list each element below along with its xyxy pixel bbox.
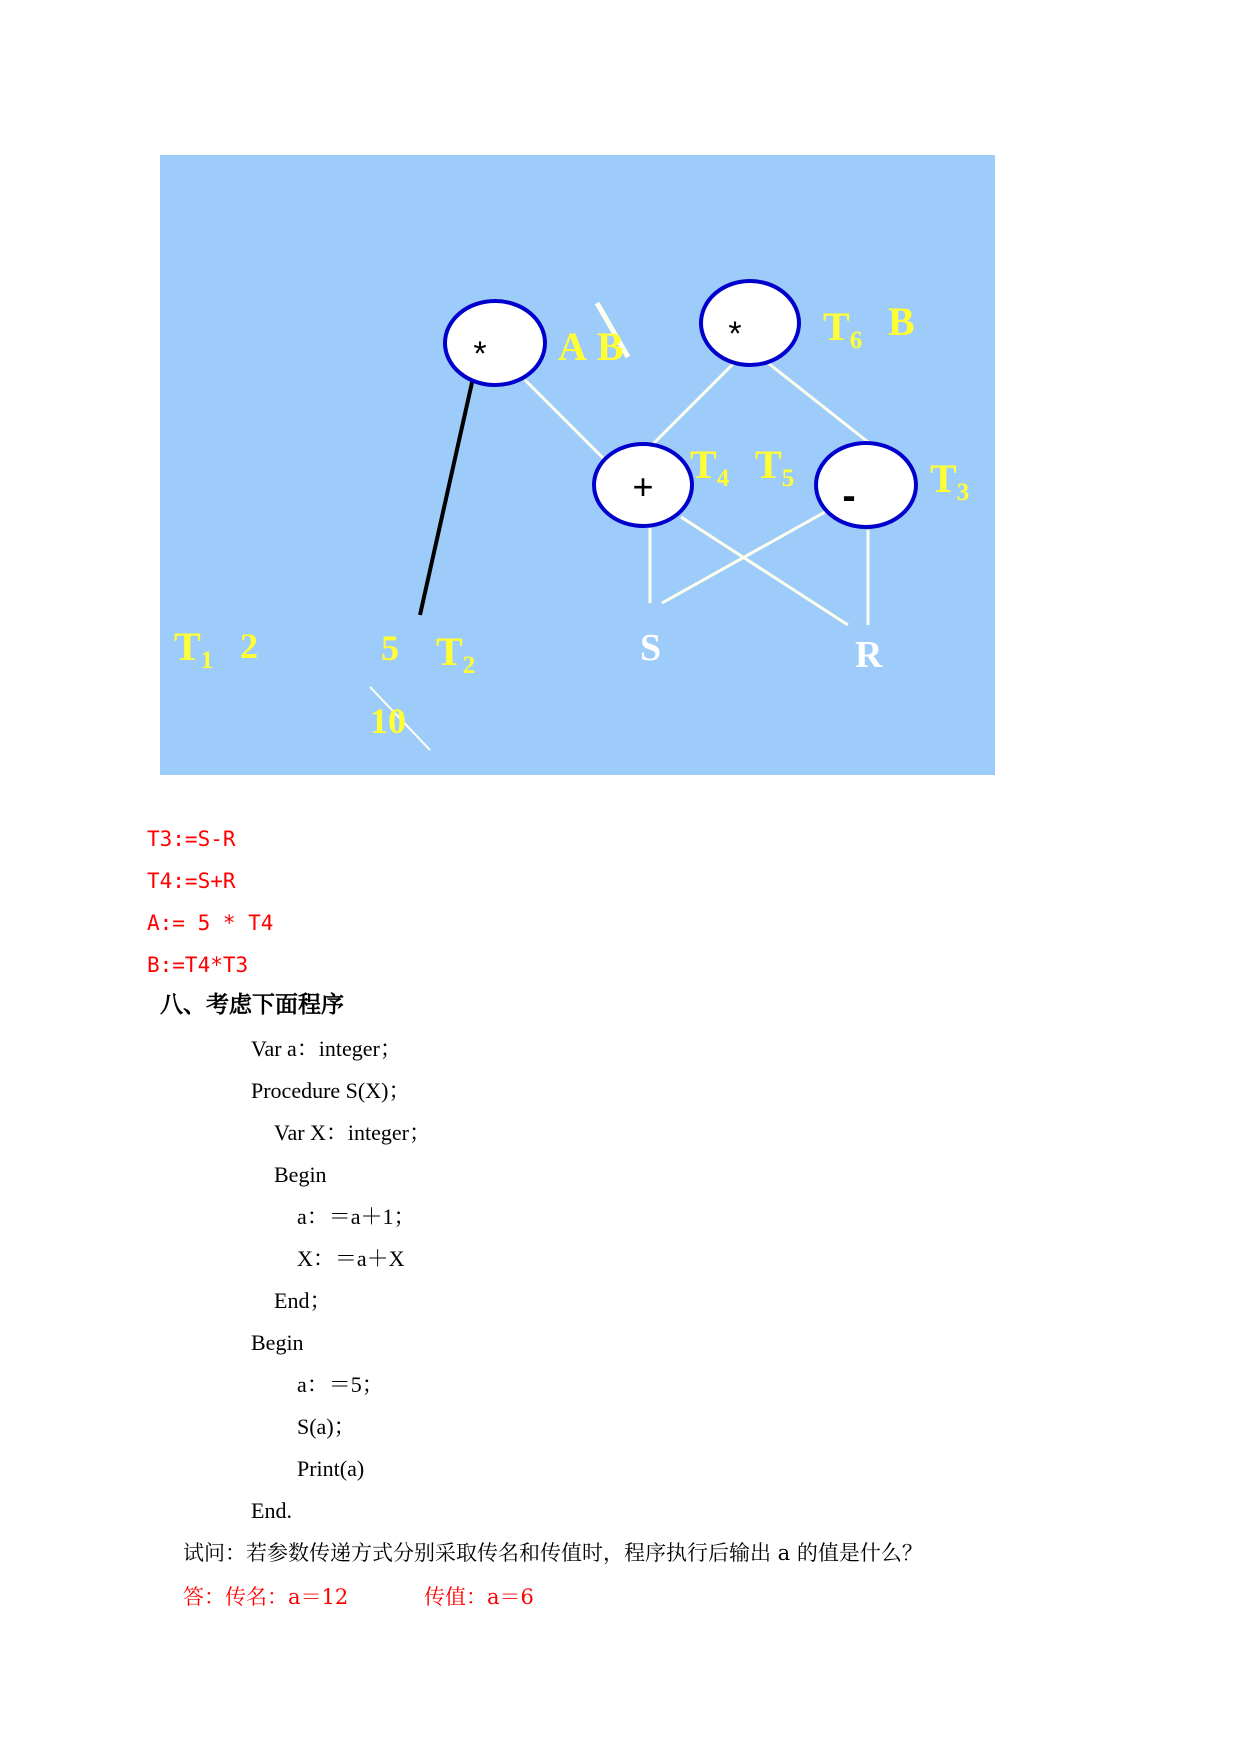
question-text: 试问：若参数传递方式分别采取传名和传值时，程序执行后输出 a 的值是什么？ bbox=[183, 1541, 923, 1565]
edge-mul-left-to-5 bbox=[420, 378, 473, 615]
label-2: 2 bbox=[240, 626, 258, 666]
answer-by-name: 答：传名：a＝12 bbox=[183, 1585, 349, 1609]
program-line-10: S(a)； bbox=[297, 1414, 356, 1439]
label-5: 5 bbox=[381, 628, 399, 668]
dag-svg bbox=[160, 155, 995, 775]
label-t5-main: T bbox=[755, 442, 782, 487]
op-mul-right: * bbox=[728, 315, 742, 353]
label-10-crossed: 10 bbox=[370, 701, 406, 741]
label-t4-sub: 4 bbox=[716, 465, 730, 492]
label-t1-main: T bbox=[174, 624, 201, 669]
op-plus: + bbox=[632, 466, 654, 507]
program-line-6: X：＝a＋X bbox=[297, 1246, 405, 1271]
node-mul-left bbox=[445, 301, 545, 385]
program-line-5: a：＝a＋1； bbox=[297, 1204, 416, 1229]
answer-code-3: A:= 5 * T4 bbox=[147, 911, 274, 935]
op-mul-left: * bbox=[473, 335, 487, 373]
label-b-crossed: B bbox=[597, 324, 624, 369]
label-t3-main: T bbox=[930, 456, 957, 501]
answer-code-4: B:=T4*T3 bbox=[147, 953, 249, 977]
answer-code-2: T4:=S+R bbox=[147, 869, 236, 893]
node-mul-right bbox=[701, 281, 799, 365]
label-t4 bbox=[690, 442, 730, 492]
program-line-12: End. bbox=[251, 1498, 292, 1523]
section-title: 八、考虑下面程序 bbox=[160, 992, 344, 1018]
program-line-7: End； bbox=[274, 1288, 332, 1313]
program-line-2: Procedure S(X)； bbox=[251, 1078, 411, 1103]
edge-mul-right-to-plus bbox=[650, 362, 735, 447]
answer-code-1: T3:=S-R bbox=[147, 827, 236, 851]
program-line-8: Begin bbox=[251, 1330, 304, 1355]
label-t5 bbox=[755, 442, 794, 492]
label-t2 bbox=[436, 629, 475, 679]
program-line-9: a：＝5； bbox=[297, 1372, 384, 1397]
edge-mul-left-to-plus bbox=[525, 380, 607, 462]
program-line-3: Var X：integer； bbox=[274, 1120, 432, 1145]
label-b: B bbox=[888, 299, 915, 344]
label-t5-sub: 5 bbox=[781, 465, 795, 492]
label-t3 bbox=[930, 456, 969, 506]
answer-by-value: 传值：a＝6 bbox=[424, 1585, 534, 1609]
program-line-1: Var a：integer； bbox=[251, 1036, 402, 1061]
label-t6 bbox=[823, 304, 862, 354]
edge-plus-to-r bbox=[681, 517, 848, 625]
program-line-4: Begin bbox=[274, 1162, 327, 1187]
label-s: S bbox=[640, 627, 662, 669]
label-a: A bbox=[558, 324, 587, 369]
edge-mul-right-to-minus bbox=[768, 363, 868, 442]
label-r: R bbox=[855, 634, 883, 676]
label-t4-main: T bbox=[690, 442, 717, 487]
label-t2-sub: 2 bbox=[462, 652, 476, 679]
label-t6-sub: 6 bbox=[849, 327, 863, 354]
dag-diagram bbox=[160, 155, 995, 775]
edge-minus-to-s bbox=[662, 512, 825, 603]
label-t1 bbox=[174, 624, 213, 674]
node-minus bbox=[816, 443, 916, 527]
program-line-11: Print(a) bbox=[297, 1456, 365, 1481]
label-t6-main: T bbox=[823, 304, 850, 349]
label-t3-sub: 3 bbox=[956, 479, 970, 506]
op-minus: - bbox=[842, 474, 856, 518]
label-t2-main: T bbox=[436, 629, 463, 674]
label-t1-sub: 1 bbox=[200, 647, 214, 674]
